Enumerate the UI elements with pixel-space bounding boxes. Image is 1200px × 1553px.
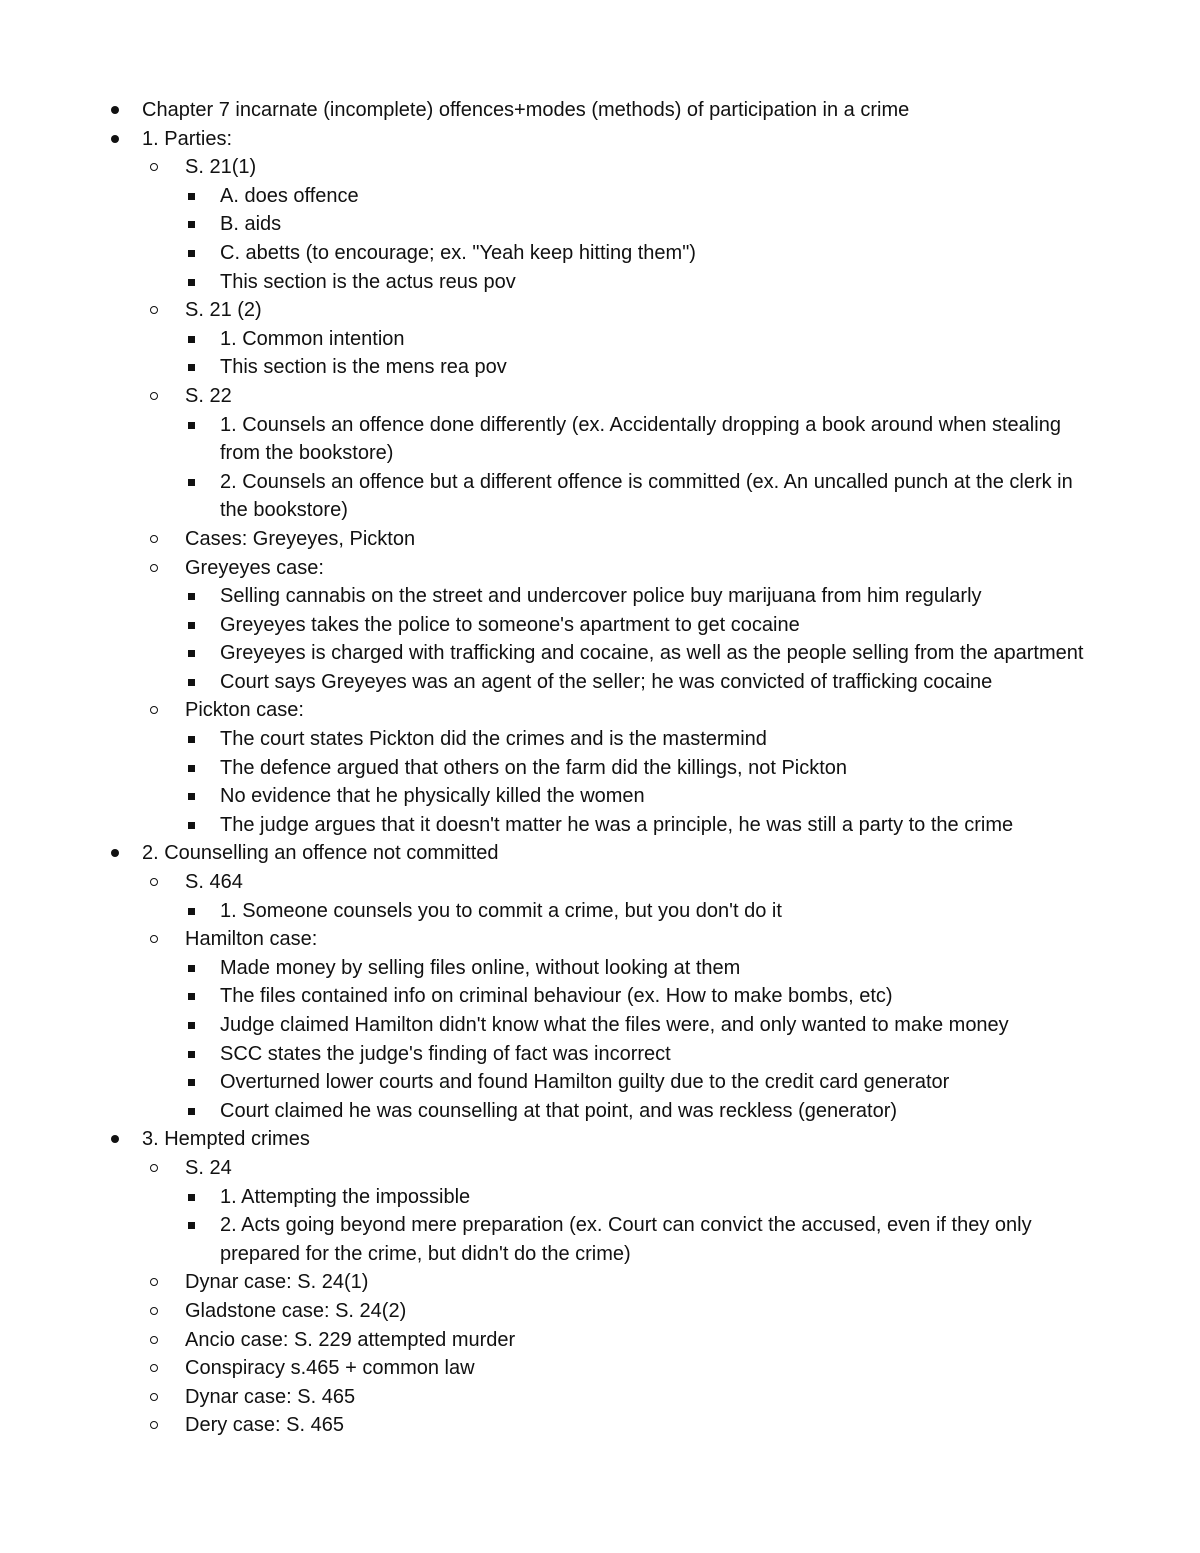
outline-item-text: The defence argued that others on the farm did the killings, not Pickton <box>220 756 848 779</box>
hollow-circle-bullet-icon <box>150 306 158 314</box>
outline-item-level-3 <box>0 1011 1200 1040</box>
outline-item-text: Dynar case: S. 465 <box>185 1385 356 1408</box>
outline-item-text: This section is the mens rea pov <box>220 356 507 379</box>
square-bullet-icon <box>188 279 195 286</box>
hollow-circle-bullet-icon <box>150 935 158 943</box>
outline-item-level-2 <box>0 525 1200 554</box>
outline-item-level-2 <box>0 153 1200 182</box>
hollow-circle-bullet-icon <box>150 878 158 886</box>
outline-item-level-3 <box>0 1183 1200 1212</box>
square-bullet-icon <box>188 822 195 829</box>
square-bullet-icon <box>188 422 195 429</box>
outline-item-level-2 <box>0 554 1200 583</box>
outline-item-level-3 <box>0 668 1200 697</box>
outline-item-text: Selling cannabis on the street and undercover police buy marijuana from him regularly <box>220 585 982 608</box>
outline-item-level-2 <box>0 1154 1200 1183</box>
outline-item-text: Greyeyes is charged with trafficking and cocaine, as well as the people selling from the apartment <box>220 642 1084 665</box>
hollow-circle-bullet-icon <box>150 1364 158 1372</box>
document-body <box>0 96 1200 1440</box>
outline-item-text: B. aids <box>220 213 282 236</box>
outline-item-text: Cases: Greyeyes, Pickton <box>185 527 416 550</box>
hollow-circle-bullet-icon <box>150 1421 158 1429</box>
outline-item-text: 1. Attempting the impossible <box>220 1185 471 1208</box>
square-bullet-icon <box>188 593 195 600</box>
outline-item-text: Gladstone case: S. 24(2) <box>185 1299 407 1322</box>
outline-item-text: S. 21(1) <box>185 156 257 179</box>
square-bullet-icon <box>188 965 195 972</box>
outline-item-level-2 <box>0 382 1200 411</box>
outline-item-text: No evidence that he physically killed the women <box>220 785 645 808</box>
square-bullet-icon <box>188 993 195 1000</box>
square-bullet-icon <box>188 364 195 371</box>
hollow-circle-bullet-icon <box>150 392 158 400</box>
outline-item-level-1 <box>0 1125 1200 1154</box>
outline-item-text: A. does offence <box>220 184 359 207</box>
square-bullet-icon <box>188 479 195 486</box>
outline-item-level-2 <box>0 1383 1200 1412</box>
outline-item-text: 1. Counsels an offence done differently (ex. Accidentally dropping a book around when stealing from the bookstore) <box>220 413 1061 465</box>
square-bullet-icon <box>188 622 195 629</box>
outline-item-level-2 <box>0 925 1200 954</box>
hollow-circle-bullet-icon <box>150 1336 158 1344</box>
outline-item-text: Ancio case: S. 229 attempted murder <box>185 1328 516 1351</box>
outline-item-level-3 <box>0 1211 1100 1268</box>
hollow-circle-bullet-icon <box>150 1307 158 1315</box>
outline-item-text: C. abetts (to encourage; ex. "Yeah keep hitting them") <box>220 241 696 264</box>
outline-item-text: S. 21 (2) <box>185 299 262 322</box>
outline-item-text: 1. Parties: <box>142 127 233 150</box>
outline-item-level-3 <box>0 325 1200 354</box>
outline-item-text: SCC states the judge's finding of fact was incorrect <box>220 1042 671 1065</box>
square-bullet-icon <box>188 765 195 772</box>
outline-item-level-3 <box>0 268 1200 297</box>
outline-item-text: Pickton case: <box>185 699 304 722</box>
outline-item-text: The court states Pickton did the crimes and is the mastermind <box>220 728 767 751</box>
square-bullet-icon <box>188 221 195 228</box>
outline-item-level-3 <box>0 811 1200 840</box>
outline-item-level-1 <box>0 125 1200 154</box>
outline-item-text: Court says Greyeyes was an agent of the seller; he was convicted of trafficking cocaine <box>220 670 993 693</box>
square-bullet-icon <box>188 193 195 200</box>
outline-item-level-2 <box>0 1354 1200 1383</box>
outline-item-level-3 <box>0 468 1100 525</box>
square-bullet-icon <box>188 1222 195 1229</box>
hollow-circle-bullet-icon <box>150 706 158 714</box>
outline-item-level-3 <box>0 897 1200 926</box>
outline-item-text: Made money by selling files online, without looking at them <box>220 956 741 979</box>
outline-item-text: Conspiracy s.465 + common law <box>185 1357 475 1380</box>
hollow-circle-bullet-icon <box>150 1393 158 1401</box>
filled-circle-bullet-icon <box>111 1135 119 1143</box>
outline-item-level-2 <box>0 1297 1200 1326</box>
outline-item-level-3 <box>0 353 1200 382</box>
outline-item-level-3 <box>0 582 1200 611</box>
outline-item-level-3 <box>0 1097 1200 1126</box>
hollow-circle-bullet-icon <box>150 1164 158 1172</box>
outline-item-text: Dynar case: S. 24(1) <box>185 1271 369 1294</box>
outline-item-text: Judge claimed Hamilton didn't know what the files were, and only wanted to make money <box>220 1014 1009 1036</box>
outline-item-level-3 <box>0 982 1200 1011</box>
square-bullet-icon <box>188 679 195 686</box>
outline-item-level-3 <box>0 725 1200 754</box>
outline-item-level-1 <box>0 96 1200 125</box>
filled-circle-bullet-icon <box>111 106 119 114</box>
outline-item-text: Court claimed he was counselling at that point, and was reckless (generator) <box>220 1099 898 1122</box>
outline-item-text: This section is the actus reus pov <box>220 270 516 293</box>
square-bullet-icon <box>188 650 195 657</box>
hollow-circle-bullet-icon <box>150 564 158 572</box>
outline-item-level-3 <box>0 611 1200 640</box>
outline-item-level-3 <box>0 1068 1200 1097</box>
outline-item-level-3 <box>0 182 1200 211</box>
square-bullet-icon <box>188 1194 195 1201</box>
outline-item-text: Hamilton case: <box>185 928 318 951</box>
hollow-circle-bullet-icon <box>150 535 158 543</box>
hollow-circle-bullet-icon <box>150 163 158 171</box>
outline-item-level-3 <box>0 782 1200 811</box>
square-bullet-icon <box>188 908 195 915</box>
outline-item-text: Chapter 7 incarnate (incomplete) offences+modes (methods) of participation in a crime <box>142 99 910 121</box>
outline-item-text: Greyeyes case: <box>185 556 324 579</box>
square-bullet-icon <box>188 1108 195 1115</box>
outline-item-text: 3. Hempted crimes <box>142 1128 310 1151</box>
outline-item-level-2 <box>0 1326 1200 1355</box>
square-bullet-icon <box>188 1079 195 1086</box>
outline-item-text: S. 464 <box>185 871 243 894</box>
hollow-circle-bullet-icon <box>150 1278 158 1286</box>
outline-item-level-3 <box>0 639 1100 668</box>
outline-item-text: S. 22 <box>185 384 232 407</box>
outline-item-level-3 <box>0 239 1200 268</box>
outline-item-text: Greyeyes takes the police to someone's apartment to get cocaine <box>220 613 800 636</box>
square-bullet-icon <box>188 1022 195 1029</box>
outline-item-level-3 <box>0 754 1200 783</box>
outline-item-level-2 <box>0 868 1200 897</box>
square-bullet-icon <box>188 250 195 257</box>
outline-item-text: Dery case: S. 465 <box>185 1414 344 1437</box>
filled-circle-bullet-icon <box>111 135 119 143</box>
outline-item-level-2 <box>0 296 1200 325</box>
outline-item-text: S. 24 <box>185 1156 232 1179</box>
outline-item-level-1 <box>0 839 1200 868</box>
square-bullet-icon <box>188 736 195 743</box>
square-bullet-icon <box>188 336 195 343</box>
outline-item-level-3 <box>0 411 1100 468</box>
square-bullet-icon <box>188 793 195 800</box>
outline-item-level-3 <box>0 1040 1200 1069</box>
outline-item-text: 2. Acts going beyond mere preparation (ex. Court can convict the accused, even if they only prepared for the crime, but didn't do the crime) <box>220 1214 1032 1265</box>
outline-item-level-2 <box>0 696 1200 725</box>
filled-circle-bullet-icon <box>111 849 119 857</box>
outline-item-text: 2. Counselling an offence not committed <box>142 842 499 865</box>
outline-item-text: 1. Common intention <box>220 327 405 350</box>
outline-item-level-3 <box>0 210 1200 239</box>
outline-item-text: Overturned lower courts and found Hamilton guilty due to the credit card generator <box>220 1071 950 1094</box>
square-bullet-icon <box>188 1051 195 1058</box>
outline-item-text: The judge argues that it doesn't matter he was a principle, he was still a party to the crime <box>220 813 1014 836</box>
outline-item-level-2 <box>0 1268 1200 1297</box>
outline-item-level-3 <box>0 954 1200 983</box>
outline-item-text: The files contained info on criminal behaviour (ex. How to make bombs, etc) <box>220 985 893 1008</box>
outline-item-text: 2. Counsels an offence but a different offence is committed (ex. An uncalled punch at the clerk in the bookstore) <box>220 470 1073 522</box>
outline-item-text: 1. Someone counsels you to commit a crime, but you don't do it <box>220 899 782 922</box>
outline-item-level-2 <box>0 1411 1200 1440</box>
